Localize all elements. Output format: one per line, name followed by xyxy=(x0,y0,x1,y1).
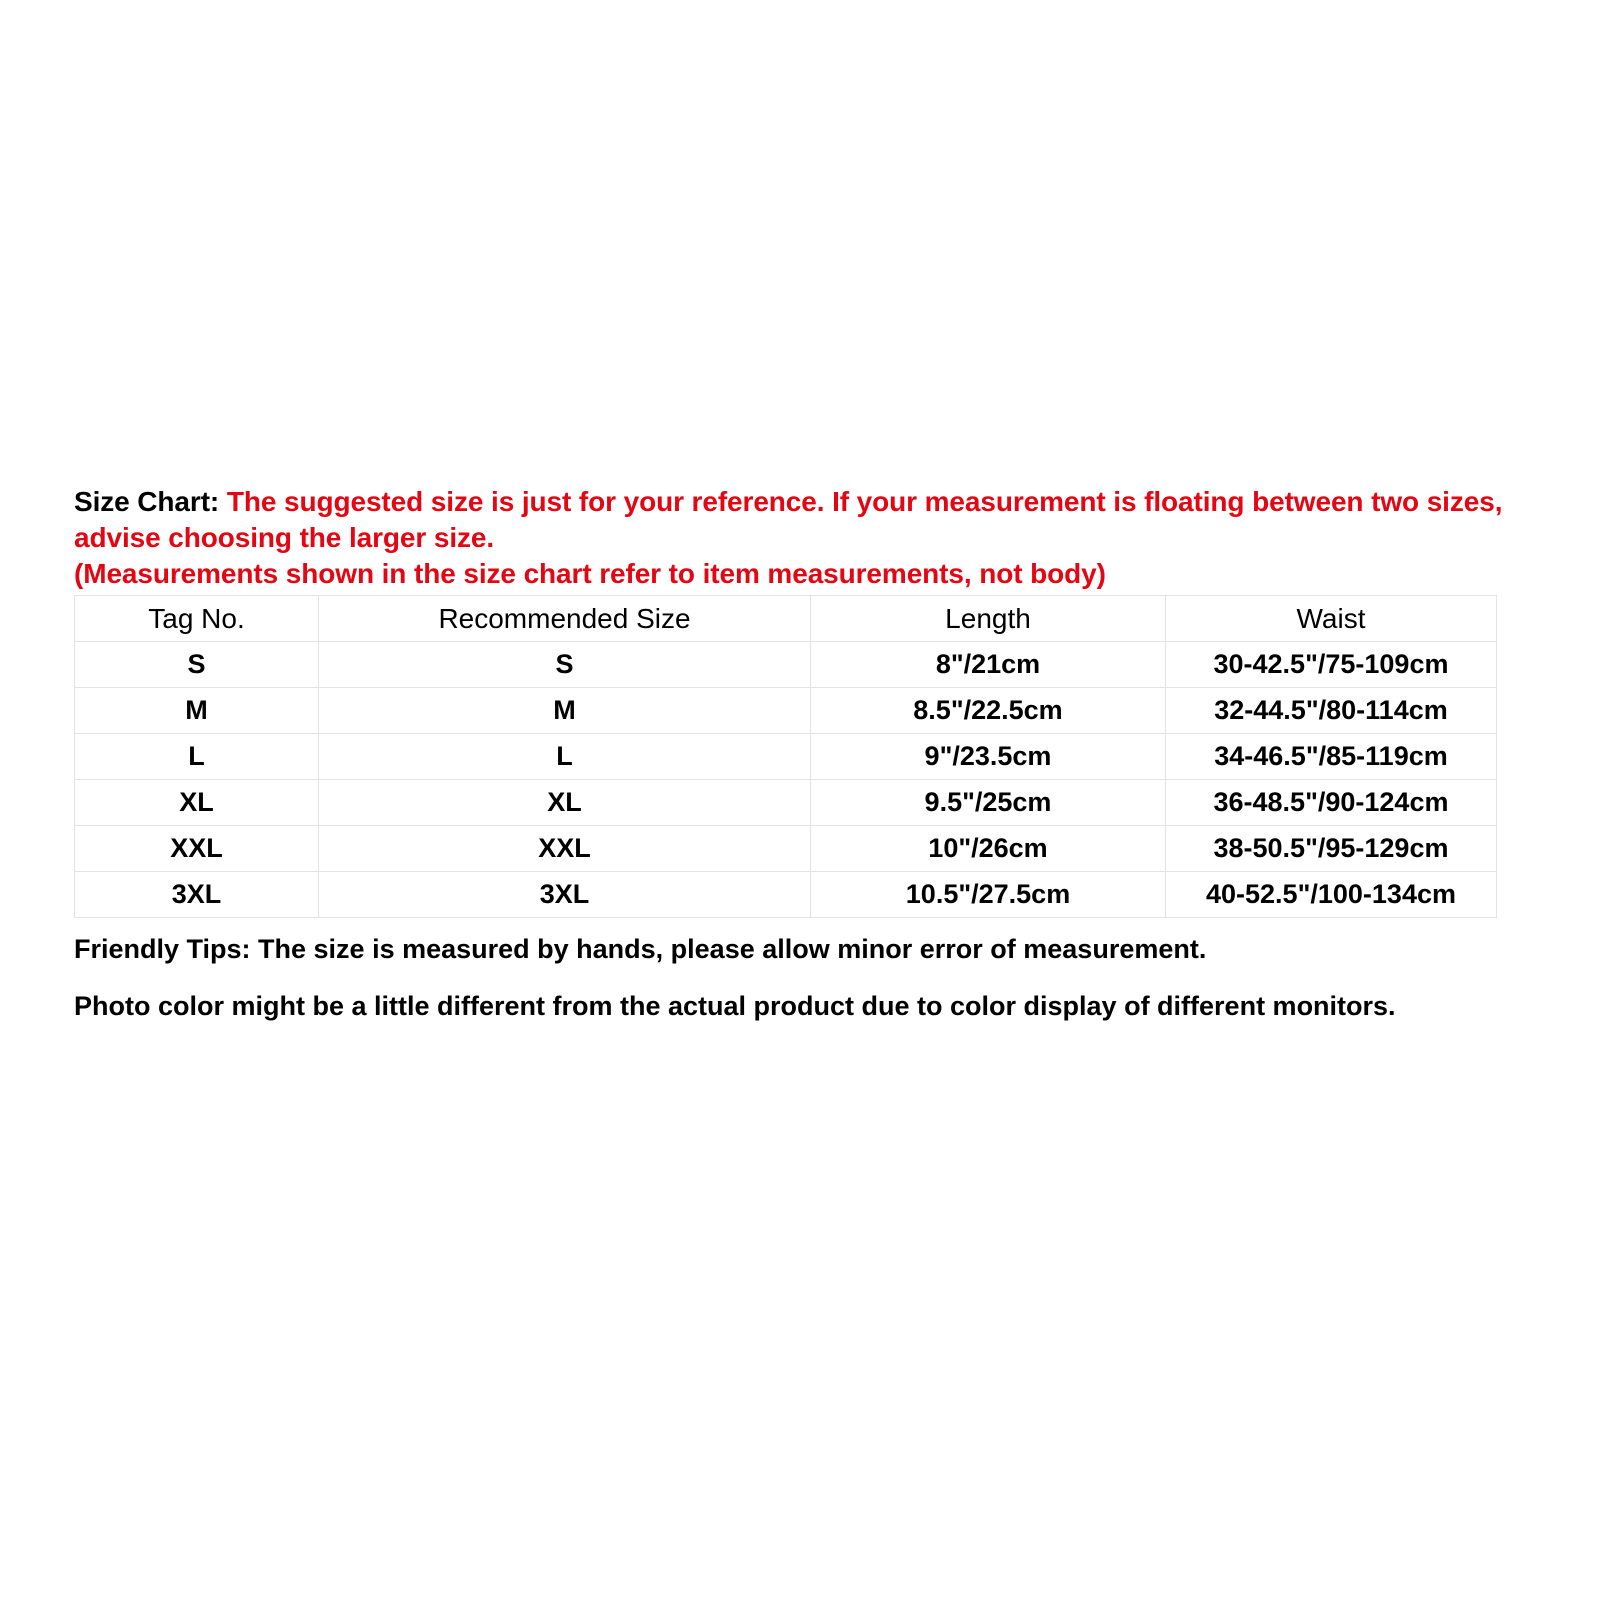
column-header-length: Length xyxy=(811,596,1166,642)
size-chart-notice-line2: (Measurements shown in the size chart refer to item measurements, not body) xyxy=(74,557,1106,589)
cell-waist: 30-42.5"/75-109cm xyxy=(1166,642,1497,688)
cell-length: 10.5"/27.5cm xyxy=(811,872,1166,918)
cell-recommended-size: XL xyxy=(319,780,811,826)
cell-tag-no: M xyxy=(75,688,319,734)
table-row xyxy=(75,688,1497,734)
cell-length: 8"/21cm xyxy=(811,642,1166,688)
cell-length: 9"/23.5cm xyxy=(811,734,1166,780)
column-header-waist: Waist xyxy=(1166,596,1497,642)
cell-length: 9.5"/25cm xyxy=(811,780,1166,826)
cell-tag-no: S xyxy=(75,642,319,688)
cell-waist: 32-44.5"/80-114cm xyxy=(1166,688,1497,734)
cell-recommended-size: 3XL xyxy=(319,872,811,918)
friendly-tips-block xyxy=(74,932,1494,1024)
friendly-tips-line2: Photo color might be a little different from the actual product due to color display of different monitors. xyxy=(74,991,1396,1022)
cell-recommended-size: XXL xyxy=(319,826,811,872)
size-chart-notice-line1: The suggested size is just for your reference. If your measurement is floating between two sizes, advise choosing the larger size. xyxy=(74,486,1503,553)
table-row xyxy=(75,826,1497,872)
table-row xyxy=(75,872,1497,918)
cell-tag-no: L xyxy=(75,734,319,780)
size-chart-table xyxy=(74,595,1497,918)
column-header-tag-no: Tag No. xyxy=(75,596,319,642)
size-chart-intro xyxy=(74,484,1504,591)
cell-waist: 34-46.5"/85-119cm xyxy=(1166,734,1497,780)
cell-tag-no: 3XL xyxy=(75,872,319,918)
column-header-recommended-size: Recommended Size xyxy=(319,596,811,642)
cell-recommended-size: L xyxy=(319,734,811,780)
cell-length: 10"/26cm xyxy=(811,826,1166,872)
cell-recommended-size: S xyxy=(319,642,811,688)
cell-waist: 38-50.5"/95-129cm xyxy=(1166,826,1497,872)
table-row xyxy=(75,780,1497,826)
cell-waist: 40-52.5"/100-134cm xyxy=(1166,872,1497,918)
cell-waist: 36-48.5"/90-124cm xyxy=(1166,780,1497,826)
table-row xyxy=(75,734,1497,780)
cell-tag-no: XL xyxy=(75,780,319,826)
size-chart-label: Size Chart: xyxy=(74,486,220,517)
cell-recommended-size: M xyxy=(319,688,811,734)
cell-length: 8.5"/22.5cm xyxy=(811,688,1166,734)
table-header-row xyxy=(75,596,1497,642)
friendly-tips-line1: Friendly Tips: The size is measured by hands, please allow minor error of measurement. xyxy=(74,934,1207,964)
table-row xyxy=(75,642,1497,688)
cell-tag-no: XXL xyxy=(75,826,319,872)
